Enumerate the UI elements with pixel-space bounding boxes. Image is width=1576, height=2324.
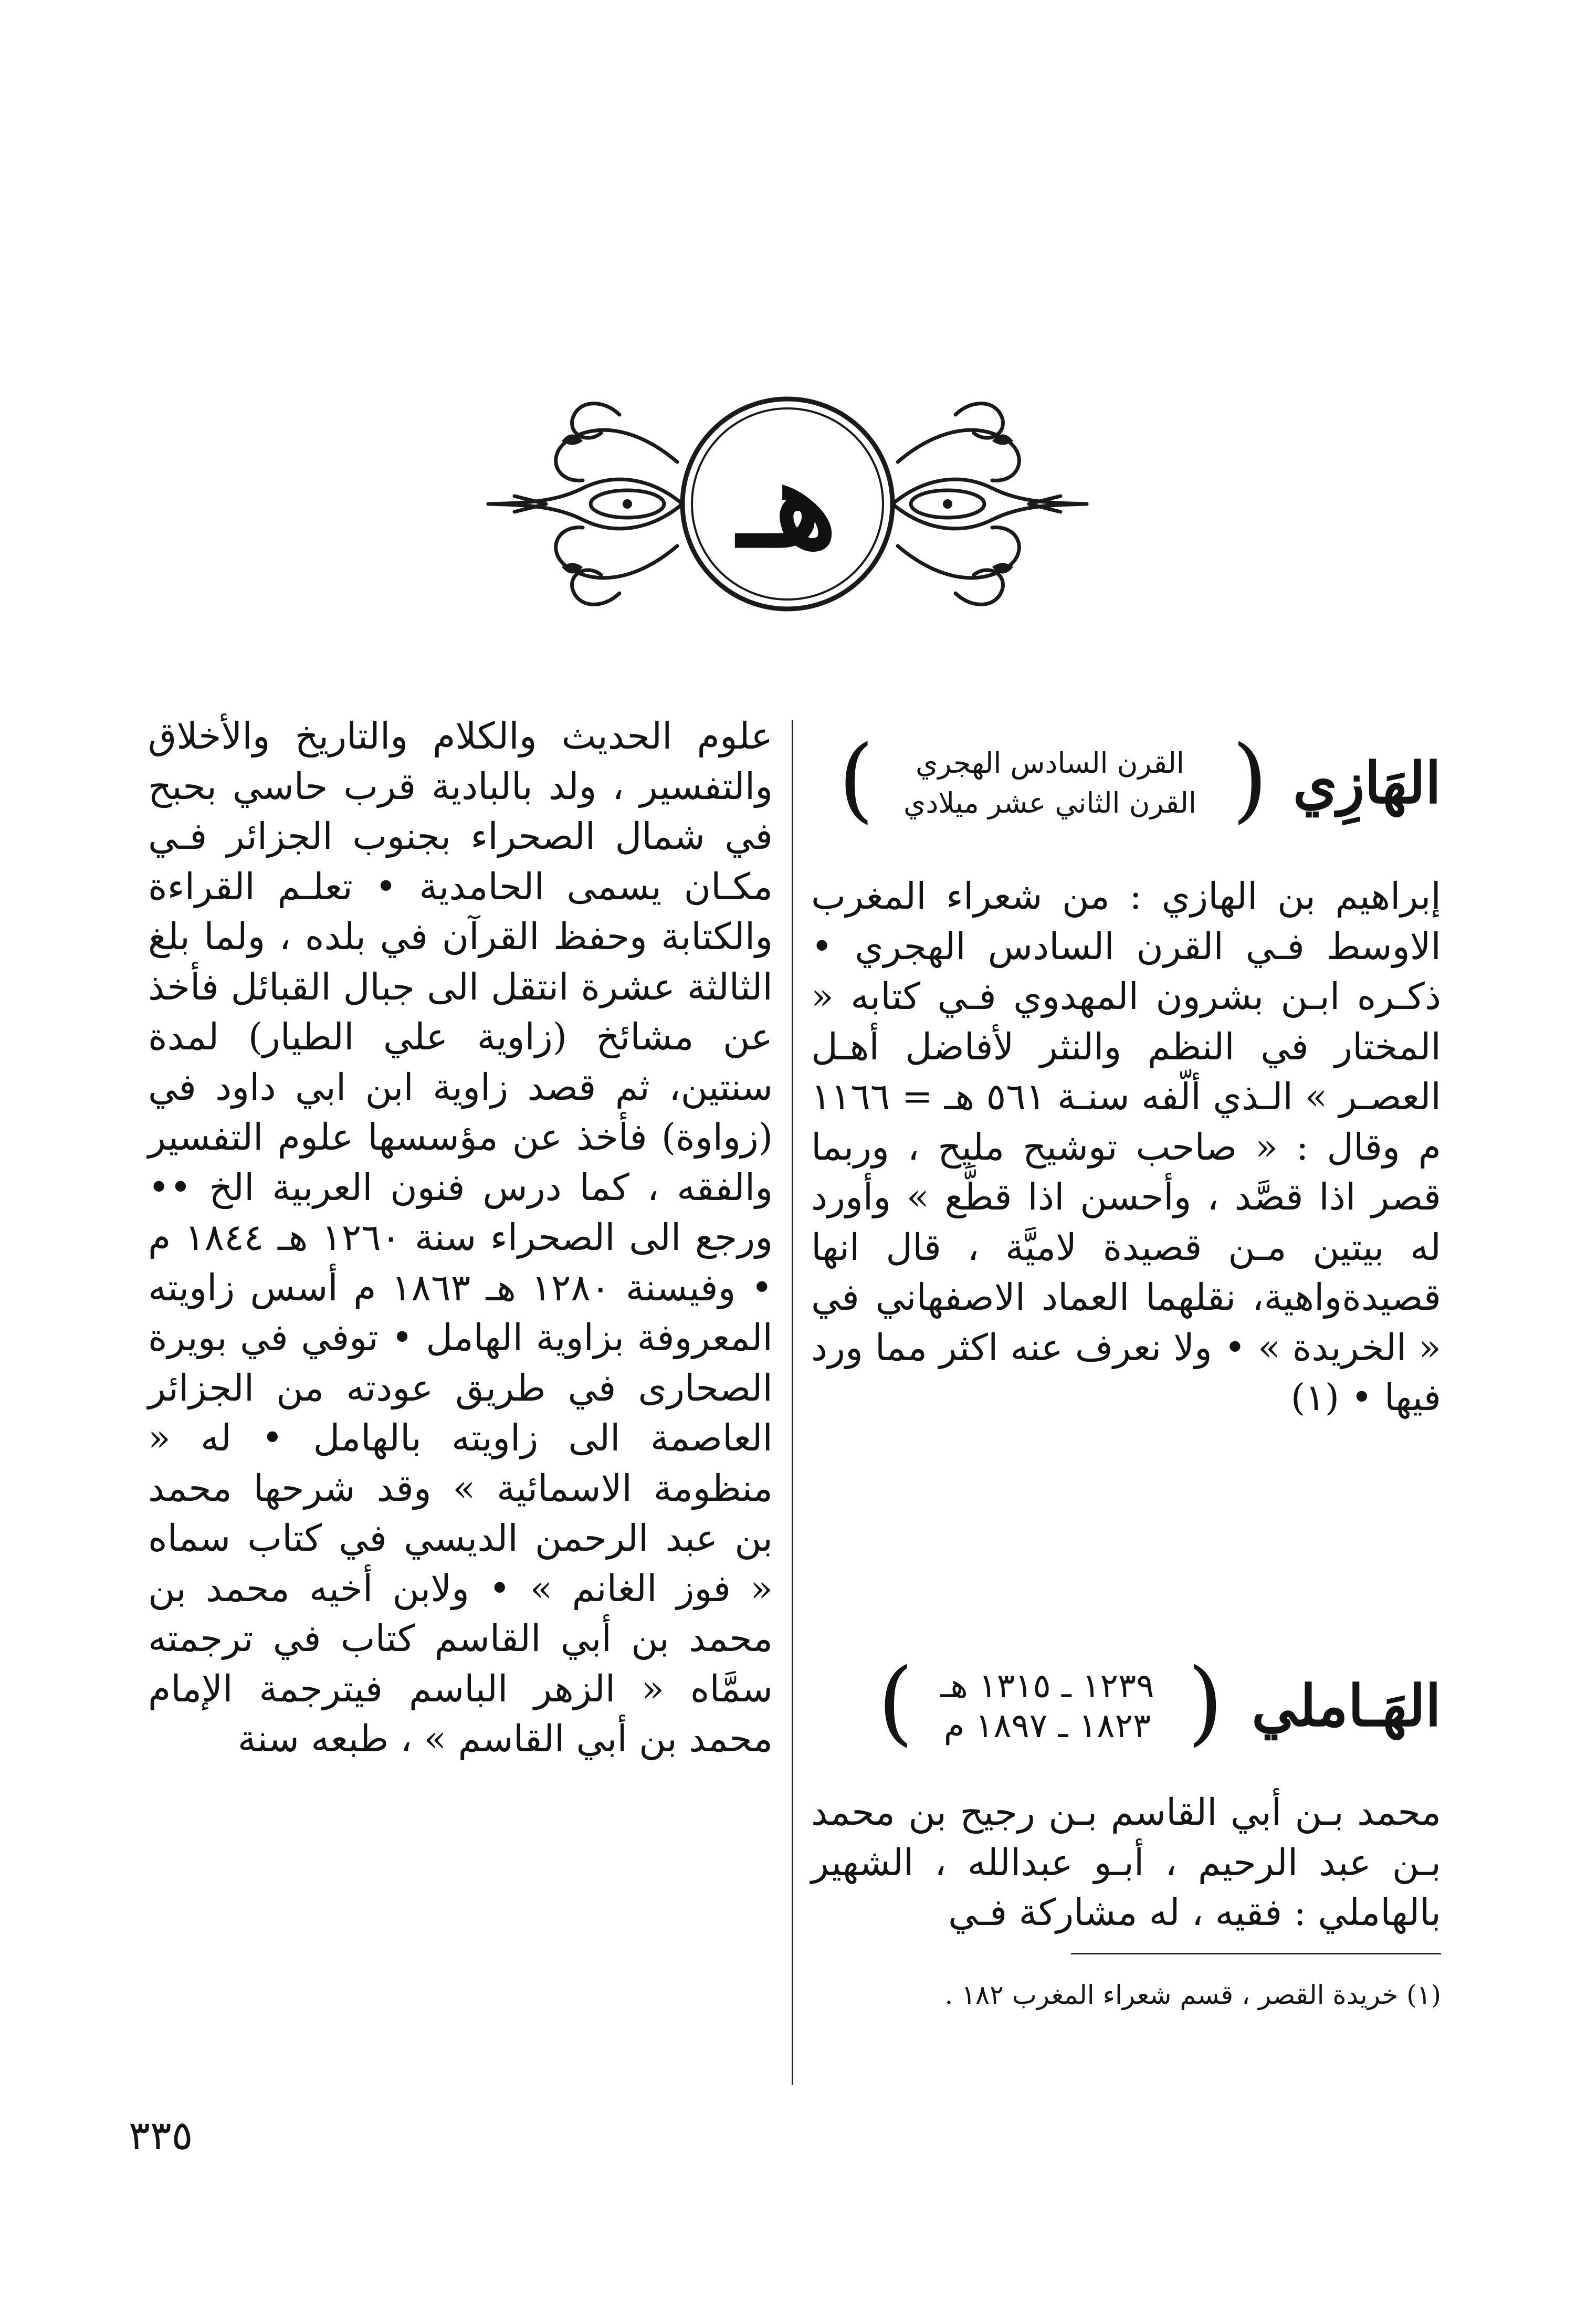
entry-paren-open: ( — [1187, 1649, 1223, 1756]
continuation-paragraph: علوم الحديث والكلام والتاريخ والأخلاق والتفسير ، ولد بالبادية قرب حاسي بحبح في شمال الصحراء بجنوب الجزائر فـي مكـان يسمى الحامدية • تعلـم القراءة والكتابة وحفظ القرآن في بلده ، ولما بلغ الثالثة عشرة انتقل الى جبال القبائل فأخذ عن مشائخ (زاوية علي الطيار) لمدة سنتين، ثم قصد زاوية ابن ابي داود في (زواوة) فأخذ عن مؤسسها علوم التفسير والفقه ، كما درس فنون العربية الخ •• ورجع الى الصحراء سنة ١٢٦٠ هـ ١٨٤٤ م • وفيسنة ١٢٨٠ هـ ١٨٦٣ م أسس زاويته المعروفة بزاوية الهامل • توفي في بويرة الصحارى في طريق عودته من الجزائر العاصمة الى زاويته بالهامل • له « منظومة الاسمائية » وقد شرحها محمد بن عبد الرحمن الديسي في كتاب سماه « فوز الغانم » • ولابن أخيه محمد بن محمد بن أبي القاسم كتاب في ترجمته سمَّاه « الزهر الباسم فيترجمة الإمام محمد بن أبي القاسم » ، طبعه سنة — [148, 714, 773, 1760]
entry-name: الهَـاملي — [1252, 1673, 1441, 1739]
entry-dates — [879, 743, 1221, 823]
entry-dates — [919, 1666, 1176, 1746]
entry-paragraph: محمد بـن أبي القاسم بـن رجيح بن محمد بـن عبد الرحيم ، أبـو عبدالله ، الشهير بالهاملي : فقيه ، له مشاركة فـي — [811, 1791, 1441, 1934]
entry-date-hijri: ١٢٣٩ ـ ١٣١٥ هـ — [940, 1667, 1154, 1706]
entry-paragraph: إبراهيم بن الهازي : من شعراء المغرب الاوسط فـي القرن السادس الهجري • ذكـره ابـن بشرون المهدوي فـي كتابه « المختار في النظم والنثر لأفاضل أهـل العصـر » الـذي ألّفه سنـة ٥٦١ هـ = ١١٦٦ م وقال : « صاحب توشيح مليح ، وربما قصر اذا قصَّد ، وأحسن اذا قطَّع » وأورد له بيتين مـن قصيدة لاميَّة ، قال انها قصيدةواهية، نقلهما العماد الاصفهاني في « الخريدة » • ولا نعرف عنه اكثر مما ورد فيها • (١) — [811, 875, 1442, 1419]
entry-paren-close: ) — [838, 726, 874, 833]
entry-heading-alhamili — [811, 1643, 1441, 1769]
entry-date-hijri: القرن السادس الهجري — [916, 746, 1184, 780]
entry-text-alhazi — [811, 871, 1441, 1423]
entry-date-gregorian: القرن الثاني عشر ميلادي — [903, 786, 1196, 819]
footnote-rule — [1071, 1953, 1441, 1954]
entry-text-alhamili — [811, 1787, 1441, 1938]
entry-paren-close: ) — [877, 1649, 913, 1756]
entry-paren-open: ( — [1232, 726, 1268, 833]
footnote: (١) خريدة القصر ، قسم شعراء المغرب ١٨٢ . — [944, 1980, 1441, 2010]
left-column-text — [148, 711, 773, 1764]
page-number: ٣٣٥ — [129, 2112, 193, 2159]
column-divider — [792, 720, 793, 2085]
entry-name: الهَازِي — [1293, 750, 1441, 816]
entry-heading-alhazi — [811, 720, 1441, 846]
section-letter: هـ — [738, 433, 837, 575]
entry-date-gregorian: ١٨٢٣ ـ ١٨٩٧ م — [943, 1707, 1151, 1745]
